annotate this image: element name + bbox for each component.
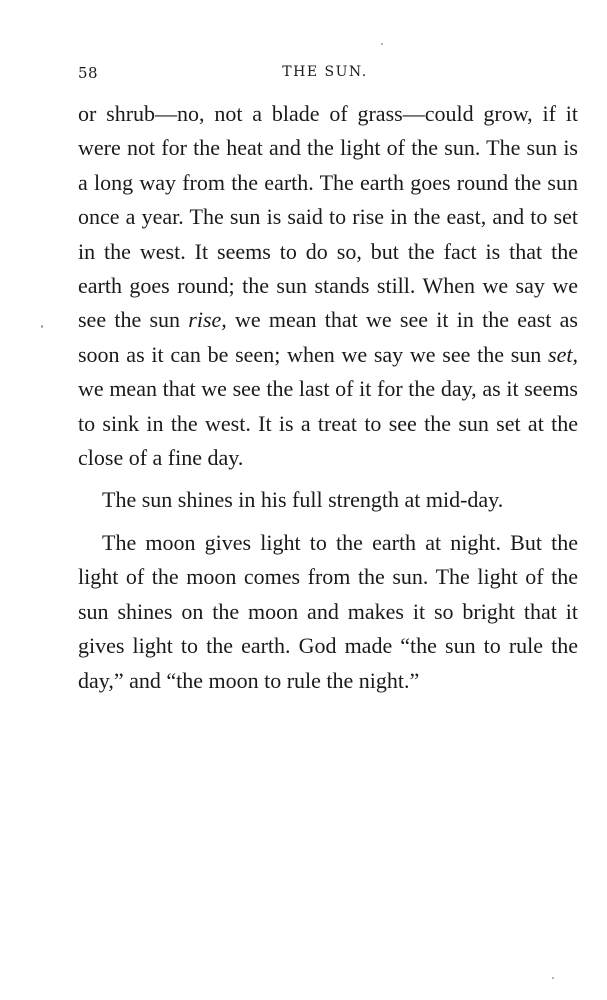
paper-speck: [41, 325, 43, 328]
paragraph-1: [78, 97, 578, 475]
paragraph-1-part-2: we mean that we see it in the east as soon as it can be seen; when we say we see the sun: [78, 307, 578, 367]
italic-rise: rise,: [188, 307, 227, 333]
running-head: THE SUN.: [282, 64, 368, 80]
paragraph-1-part-1: or shrub—no, not a blade of grass—could grow, if it were not for the heat and the light of the sun. The sun is a long way from the earth. The earth goes round the sun once a year. The sun is said to rise in the east, and to set in the west. It seems to do so, but the fact is that the earth goes round; the sun stands still. When we say we see the sun: [78, 101, 578, 333]
page-header: [78, 64, 572, 88]
italic-set: set,: [548, 341, 578, 367]
paper-speck: [381, 43, 383, 45]
paper-speck: [552, 977, 554, 979]
body-text: [78, 97, 578, 698]
paragraph-2: The sun shines in his full strength at mid-day.: [102, 487, 504, 513]
paragraph-1-part-3: we mean that we see the last of it for the day, as it seems to sink in the west. It is a treat to see the sun set at the close of a fine day.: [78, 376, 578, 471]
paragraph-3: The moon gives light to the earth at night. But the light of the moon comes from the sun. The light of the sun shines on the moon and makes it so bright that it gives light to the earth. God made “the sun to rule the day,” and “the moon to rule the night.”: [78, 529, 578, 693]
page-number: 58: [78, 64, 99, 82]
